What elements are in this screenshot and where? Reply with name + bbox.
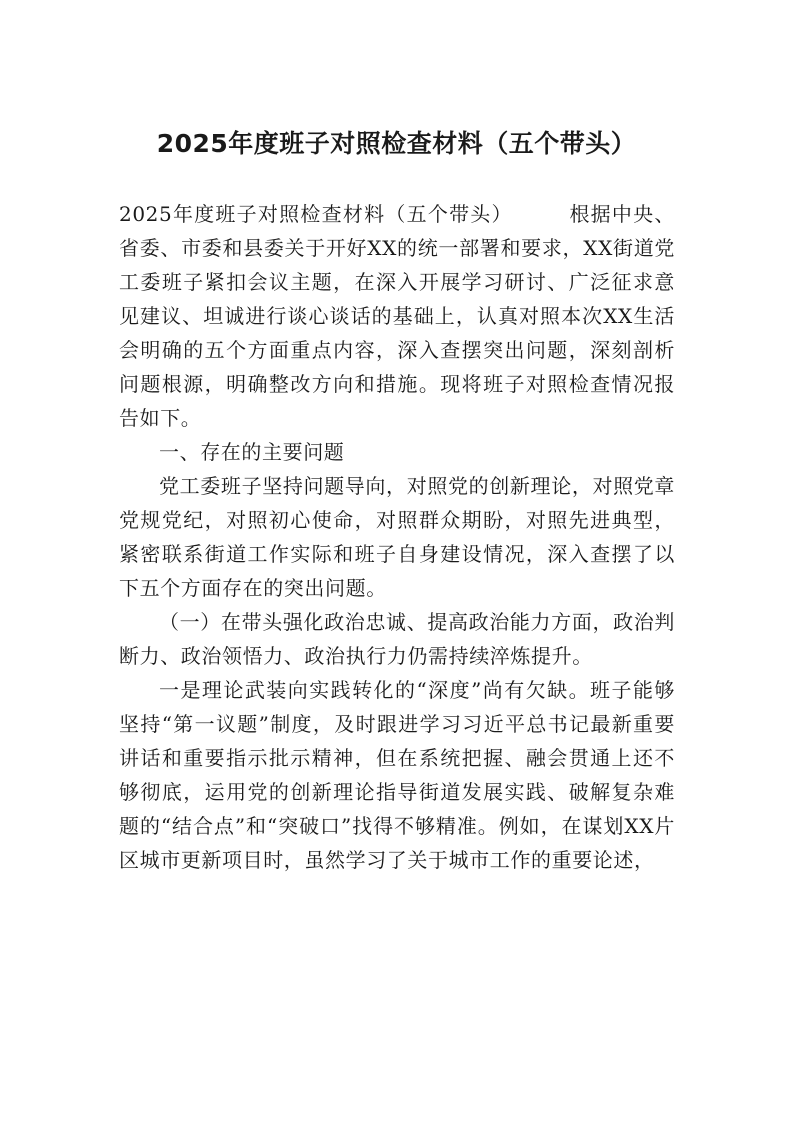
intro-lead: 2025年度班子对照检查材料（五个带头） bbox=[119, 202, 513, 226]
section-heading: 一、存在的主要问题 bbox=[159, 440, 345, 464]
intro-paragraph bbox=[119, 197, 675, 435]
document-title: 2025年度班子对照检查材料（五个带头） bbox=[156, 129, 637, 158]
section-paragraph: 党工委班子坚持问题导向，对照党的创新理论，对照党章党规党纪，对照初心使命，对照群众期盼，对照先进典型，紧密联系街道工作实际和班子自身建设情况，深入查摆了以下五个方面存在的突出问题。 bbox=[119, 474, 675, 600]
subsection-heading: （一）在带头强化政治忠诚、提高政治能力方面，政治判断力、政治领悟力、政治执行力仍需持续淬炼提升。 bbox=[119, 610, 675, 668]
point-paragraph: 一是理论武装向实践转化的“深度”尚有欠缺。班子能够坚持“第一议题”制度，及时跟进学习习近平总书记最新重要讲话和重要指示批示精神，但在系统把握、融会贯通上还不够彻底，运用党的创新理论指导街道发展实践、破解复杂难题的“结合点”和“突破口”找得不够精准。例如，在谋划XX片区城市更新项目时，虽然学习了关于城市工作的重要论述， bbox=[119, 678, 675, 872]
intro-text: 根据中央、省委、市委和县委关于开好XX的统一部署和要求，XX街道党工委班子紧扣会议主题，在深入开展学习研讨、广泛征求意见建议、坦诚进行谈心谈话的基础上，认真对照本次XX生活会明确的五个方面重点内容，深入查摆突出问题，深刻剖析问题根源，明确整改方向和措施。现将班子对照检查情况报告如下。 bbox=[119, 202, 675, 430]
document-body bbox=[119, 197, 675, 877]
